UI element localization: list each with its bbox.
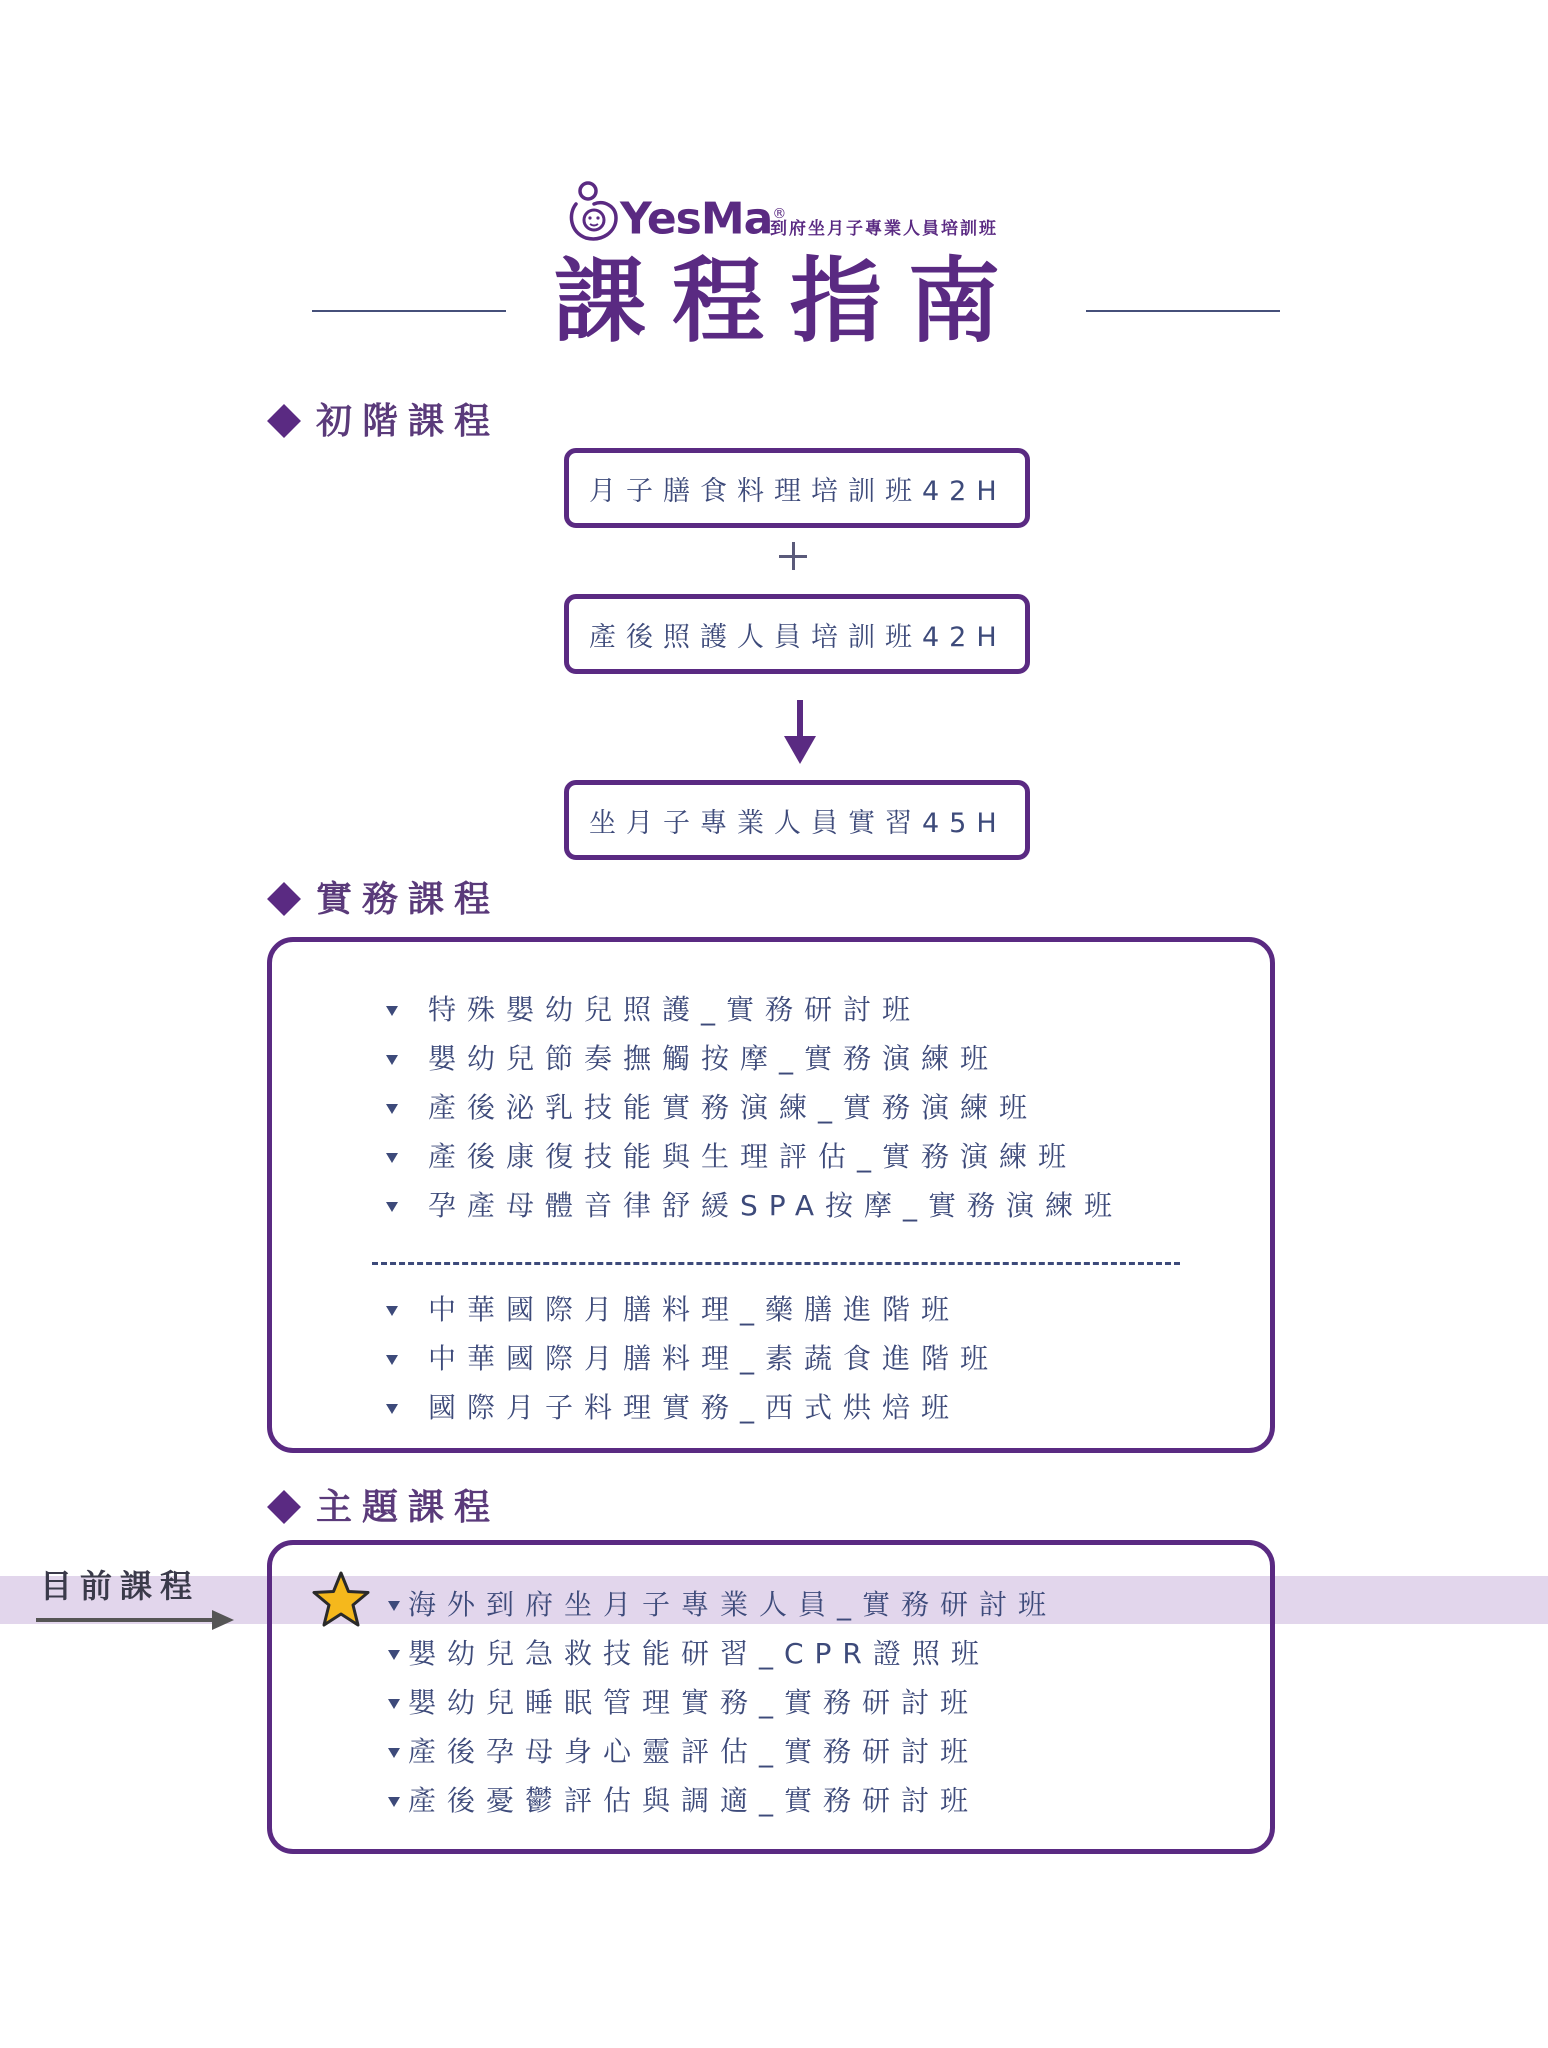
section-heading-basic: 初階課程 — [268, 398, 500, 446]
list-item: 嬰幼兒睡眠管理實務_實務研討班 — [388, 1683, 979, 1723]
triangle-bullet-icon — [386, 1404, 398, 1414]
triangle-bullet-icon — [386, 1055, 398, 1065]
dashed-divider — [372, 1262, 1180, 1265]
list-item: 產後康復技能與生理評估_實務演練班 — [386, 1137, 1077, 1177]
triangle-bullet-icon — [388, 1650, 400, 1660]
practical-course-list — [267, 937, 1275, 1453]
list-item: 特殊嬰幼兒照護_實務研討班 — [386, 990, 921, 1030]
list-item: 中華國際月膳料理_藥膳進階班 — [386, 1290, 960, 1330]
title-divider-left — [312, 310, 506, 312]
list-item: 嬰幼兒節奏撫觸按摩_實務演練班 — [386, 1039, 999, 1079]
title-divider-right — [1086, 310, 1280, 312]
list-item: 國際月子料理實務_西式烘焙班 — [386, 1388, 960, 1428]
triangle-bullet-icon — [386, 1355, 398, 1365]
triangle-bullet-icon — [388, 1601, 400, 1611]
plus-icon — [775, 538, 813, 576]
triangle-bullet-icon — [386, 1202, 398, 1212]
logo-wordmark: YesMa® — [620, 193, 786, 245]
diamond-bullet-icon — [267, 882, 301, 916]
course-box-confinement-meals: 月子膳食料理培訓班42H — [564, 448, 1030, 528]
star-icon — [310, 1570, 372, 1630]
page-title: 課程指南 — [553, 248, 1026, 355]
diamond-bullet-icon — [267, 404, 301, 438]
list-item: 產後泌乳技能實務演練_實務演練班 — [386, 1088, 1038, 1128]
section-heading-practical: 實務課程 — [268, 876, 500, 924]
triangle-bullet-icon — [386, 1006, 398, 1016]
logo-subtitle: 到府坐月子專業人員培訓班 — [770, 219, 998, 239]
triangle-bullet-icon — [386, 1306, 398, 1316]
current-course-label: 目前課程 — [40, 1567, 201, 1605]
brand-logo — [566, 180, 1046, 250]
triangle-bullet-icon — [386, 1104, 398, 1114]
arrow-down-icon — [780, 700, 820, 766]
theme-course-list — [267, 1540, 1275, 1854]
list-item: 產後孕母身心靈評估_實務研討班 — [388, 1732, 979, 1772]
triangle-bullet-icon — [386, 1153, 398, 1163]
list-item: 孕產母體音律舒緩SPA按摩_實務演練班 — [386, 1186, 1123, 1226]
section-heading-theme: 主題課程 — [268, 1484, 500, 1532]
list-item: 嬰幼兒急救技能研習_CPR證照班 — [388, 1634, 990, 1674]
list-item-current: 海外到府坐月子專業人員_實務研討班 — [388, 1585, 1057, 1625]
triangle-bullet-icon — [388, 1748, 400, 1758]
course-box-postpartum-care: 產後照護人員培訓班42H — [564, 594, 1030, 674]
mother-baby-logo-icon — [566, 180, 622, 242]
course-box-internship: 坐月子專業人員實習45H — [564, 780, 1030, 860]
triangle-bullet-icon — [388, 1797, 400, 1807]
list-item: 產後憂鬱評估與調適_實務研討班 — [388, 1781, 979, 1821]
arrow-right-icon — [36, 1608, 236, 1632]
triangle-bullet-icon — [388, 1699, 400, 1709]
diamond-bullet-icon — [267, 1490, 301, 1524]
list-item: 中華國際月膳料理_素蔬食進階班 — [386, 1339, 999, 1379]
